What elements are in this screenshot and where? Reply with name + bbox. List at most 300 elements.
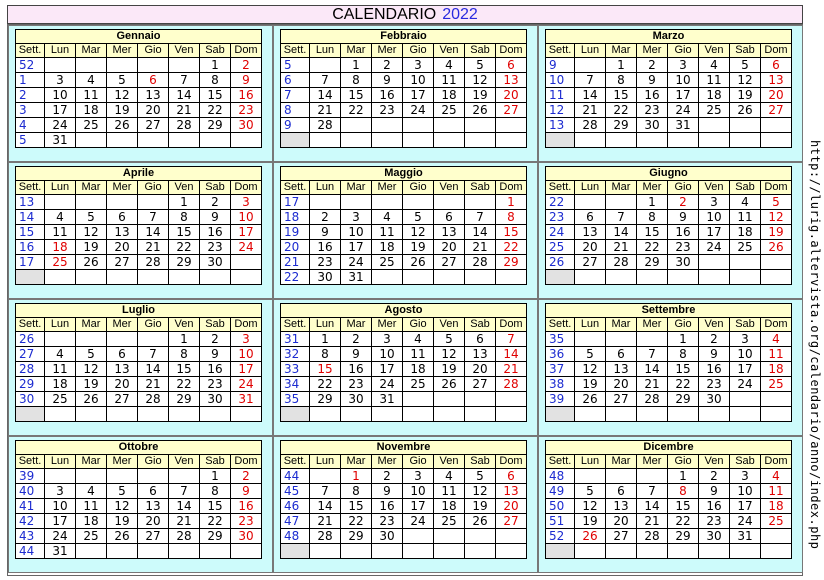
day-cell: 26 bbox=[761, 240, 792, 255]
day-cell: 9 bbox=[231, 484, 262, 499]
week-row bbox=[546, 73, 792, 88]
day-cell: 28 bbox=[637, 392, 668, 407]
week-number: 5 bbox=[281, 58, 310, 73]
week-number: 29 bbox=[16, 377, 45, 392]
week-row bbox=[281, 392, 527, 407]
day-cell bbox=[465, 529, 496, 544]
day-cell bbox=[45, 332, 76, 347]
week-number: 13 bbox=[546, 118, 575, 133]
day-cell: 30 bbox=[231, 529, 262, 544]
day-cell: 12 bbox=[76, 362, 107, 377]
week-number: 34 bbox=[281, 377, 310, 392]
weekday-header: Sett. bbox=[546, 318, 575, 332]
day-cell: 8 bbox=[668, 484, 699, 499]
day-cell: 6 bbox=[434, 210, 465, 225]
weekday-header: Lun bbox=[575, 318, 606, 332]
week-number: 24 bbox=[546, 225, 575, 240]
day-cell bbox=[76, 195, 107, 210]
day-cell bbox=[138, 469, 169, 484]
day-cell: 19 bbox=[730, 88, 761, 103]
day-cell bbox=[372, 118, 403, 133]
week-number: 44 bbox=[16, 544, 45, 559]
month-table bbox=[15, 303, 262, 422]
day-cell bbox=[434, 407, 465, 422]
day-cell bbox=[699, 255, 730, 270]
calendar-grid bbox=[7, 24, 803, 576]
day-cell: 1 bbox=[637, 195, 668, 210]
day-cell: 10 bbox=[231, 210, 262, 225]
week-row bbox=[281, 270, 527, 285]
source-url: http://lurig.altervista.org/calendario/anno/index.php bbox=[808, 140, 822, 550]
day-cell bbox=[169, 133, 200, 148]
day-cell: 25 bbox=[372, 255, 403, 270]
day-cell bbox=[606, 133, 637, 148]
weekday-header: Ven bbox=[434, 318, 465, 332]
month-name: Febbraio bbox=[281, 30, 527, 44]
day-cell: 11 bbox=[76, 499, 107, 514]
day-cell: 10 bbox=[45, 88, 76, 103]
day-cell: 8 bbox=[200, 73, 231, 88]
day-cell: 30 bbox=[699, 392, 730, 407]
week-row bbox=[546, 270, 792, 285]
day-cell: 20 bbox=[496, 88, 527, 103]
day-cell bbox=[372, 544, 403, 559]
day-cell: 14 bbox=[637, 362, 668, 377]
day-cell: 6 bbox=[138, 484, 169, 499]
day-cell: 21 bbox=[496, 362, 527, 377]
month-name: Novembre bbox=[281, 441, 527, 455]
day-cell bbox=[310, 58, 341, 73]
day-cell bbox=[403, 529, 434, 544]
day-cell: 17 bbox=[231, 362, 262, 377]
day-cell: 16 bbox=[699, 499, 730, 514]
day-cell: 7 bbox=[606, 210, 637, 225]
week-row bbox=[546, 362, 792, 377]
weekday-header: Sab bbox=[465, 455, 496, 469]
day-cell: 1 bbox=[341, 58, 372, 73]
day-cell bbox=[231, 407, 262, 422]
day-cell: 5 bbox=[76, 210, 107, 225]
day-cell: 11 bbox=[434, 73, 465, 88]
weekday-header: Mer bbox=[637, 181, 668, 195]
month-block bbox=[8, 436, 273, 573]
day-cell: 24 bbox=[231, 240, 262, 255]
day-cell: 27 bbox=[606, 392, 637, 407]
month-table bbox=[280, 29, 527, 148]
day-cell bbox=[169, 58, 200, 73]
day-cell: 21 bbox=[138, 240, 169, 255]
day-cell: 9 bbox=[668, 210, 699, 225]
month-block bbox=[8, 299, 273, 436]
weekday-header: Sab bbox=[465, 181, 496, 195]
day-cell: 18 bbox=[761, 362, 792, 377]
week-row bbox=[16, 225, 262, 240]
day-cell: 21 bbox=[637, 377, 668, 392]
weekday-header: Dom bbox=[231, 318, 262, 332]
week-row bbox=[546, 88, 792, 103]
day-cell bbox=[403, 544, 434, 559]
week-number: 22 bbox=[546, 195, 575, 210]
day-cell: 8 bbox=[496, 210, 527, 225]
week-row bbox=[16, 210, 262, 225]
day-cell: 12 bbox=[465, 73, 496, 88]
weekday-header: Mer bbox=[107, 318, 138, 332]
weekday-header: Dom bbox=[231, 44, 262, 58]
week-number: 51 bbox=[546, 514, 575, 529]
day-cell: 10 bbox=[403, 484, 434, 499]
day-cell: 27 bbox=[107, 392, 138, 407]
day-cell: 30 bbox=[231, 118, 262, 133]
day-cell: 18 bbox=[45, 377, 76, 392]
day-cell: 1 bbox=[606, 58, 637, 73]
day-cell bbox=[668, 544, 699, 559]
day-cell: 21 bbox=[575, 103, 606, 118]
week-number: 17 bbox=[16, 255, 45, 270]
weekday-header: Mer bbox=[372, 455, 403, 469]
day-cell bbox=[668, 270, 699, 285]
weekday-header: Sab bbox=[200, 181, 231, 195]
week-number: 33 bbox=[281, 362, 310, 377]
week-row bbox=[16, 332, 262, 347]
day-cell: 7 bbox=[138, 347, 169, 362]
week-number: 14 bbox=[16, 210, 45, 225]
week-row bbox=[16, 514, 262, 529]
weekday-header: Gio bbox=[138, 181, 169, 195]
day-cell: 11 bbox=[761, 347, 792, 362]
month-table bbox=[280, 166, 527, 285]
day-cell: 29 bbox=[341, 529, 372, 544]
week-number: 52 bbox=[546, 529, 575, 544]
day-cell: 15 bbox=[341, 499, 372, 514]
day-cell bbox=[372, 133, 403, 148]
day-cell: 13 bbox=[496, 484, 527, 499]
week-row bbox=[16, 255, 262, 270]
weekday-header: Gio bbox=[668, 181, 699, 195]
week-number: 48 bbox=[281, 529, 310, 544]
weekday-header: Mer bbox=[107, 455, 138, 469]
week-number: 45 bbox=[281, 484, 310, 499]
calendar-title bbox=[7, 5, 803, 24]
day-cell bbox=[107, 58, 138, 73]
day-cell bbox=[575, 469, 606, 484]
month-name: Giugno bbox=[546, 167, 792, 181]
day-cell: 1 bbox=[200, 58, 231, 73]
day-cell: 21 bbox=[310, 103, 341, 118]
day-cell: 22 bbox=[606, 103, 637, 118]
day-cell bbox=[372, 195, 403, 210]
weekday-header: Dom bbox=[761, 44, 792, 58]
day-cell: 1 bbox=[200, 469, 231, 484]
day-cell bbox=[575, 195, 606, 210]
day-cell: 26 bbox=[107, 529, 138, 544]
day-cell: 22 bbox=[200, 103, 231, 118]
week-row bbox=[281, 362, 527, 377]
day-cell bbox=[76, 58, 107, 73]
day-cell: 30 bbox=[668, 255, 699, 270]
day-cell: 4 bbox=[76, 484, 107, 499]
day-cell: 3 bbox=[341, 210, 372, 225]
day-cell: 6 bbox=[107, 347, 138, 362]
month-name: Maggio bbox=[281, 167, 527, 181]
day-cell bbox=[341, 195, 372, 210]
day-cell: 26 bbox=[76, 392, 107, 407]
weekday-header: Dom bbox=[231, 455, 262, 469]
day-cell: 5 bbox=[575, 347, 606, 362]
week-number: 25 bbox=[546, 240, 575, 255]
day-cell bbox=[76, 133, 107, 148]
weekday-header: Mer bbox=[637, 455, 668, 469]
day-cell: 31 bbox=[668, 118, 699, 133]
day-cell: 24 bbox=[730, 377, 761, 392]
day-cell bbox=[45, 270, 76, 285]
day-cell: 17 bbox=[730, 362, 761, 377]
day-cell: 4 bbox=[761, 332, 792, 347]
day-cell bbox=[403, 133, 434, 148]
weekday-header: Sett. bbox=[546, 44, 575, 58]
day-cell: 20 bbox=[606, 377, 637, 392]
day-cell: 28 bbox=[637, 529, 668, 544]
weekday-header: Sett. bbox=[16, 181, 45, 195]
day-cell: 13 bbox=[496, 73, 527, 88]
week-number: 17 bbox=[281, 195, 310, 210]
day-cell: 7 bbox=[310, 73, 341, 88]
day-cell: 22 bbox=[496, 240, 527, 255]
day-cell: 3 bbox=[730, 469, 761, 484]
day-cell: 26 bbox=[465, 514, 496, 529]
day-cell bbox=[200, 407, 231, 422]
week-number: 19 bbox=[281, 225, 310, 240]
day-cell: 14 bbox=[310, 88, 341, 103]
day-cell: 15 bbox=[496, 225, 527, 240]
day-cell: 7 bbox=[575, 73, 606, 88]
day-cell bbox=[637, 133, 668, 148]
week-number: 18 bbox=[281, 210, 310, 225]
day-cell: 1 bbox=[668, 332, 699, 347]
weekday-header: Sett. bbox=[281, 181, 310, 195]
day-cell: 22 bbox=[310, 377, 341, 392]
weekday-header: Lun bbox=[45, 181, 76, 195]
day-cell: 6 bbox=[496, 58, 527, 73]
weekday-header: Mar bbox=[341, 455, 372, 469]
day-cell: 27 bbox=[138, 118, 169, 133]
week-number: 30 bbox=[16, 392, 45, 407]
day-cell: 21 bbox=[169, 514, 200, 529]
day-cell bbox=[231, 133, 262, 148]
day-cell: 15 bbox=[606, 88, 637, 103]
day-cell: 28 bbox=[169, 118, 200, 133]
day-cell bbox=[76, 332, 107, 347]
day-cell bbox=[138, 332, 169, 347]
day-cell: 1 bbox=[341, 469, 372, 484]
day-cell bbox=[496, 407, 527, 422]
day-cell: 6 bbox=[606, 347, 637, 362]
day-cell: 8 bbox=[341, 484, 372, 499]
day-cell: 7 bbox=[496, 332, 527, 347]
day-cell: 13 bbox=[434, 225, 465, 240]
day-cell: 16 bbox=[372, 88, 403, 103]
day-cell: 4 bbox=[45, 210, 76, 225]
day-cell: 11 bbox=[434, 484, 465, 499]
week-number: 5 bbox=[16, 133, 45, 148]
day-cell: 22 bbox=[637, 240, 668, 255]
day-cell bbox=[465, 270, 496, 285]
weekday-header: Lun bbox=[575, 455, 606, 469]
day-cell: 12 bbox=[465, 484, 496, 499]
day-cell: 22 bbox=[668, 514, 699, 529]
day-cell: 20 bbox=[606, 514, 637, 529]
day-cell: 7 bbox=[310, 484, 341, 499]
day-cell bbox=[372, 270, 403, 285]
day-cell: 13 bbox=[575, 225, 606, 240]
day-cell: 5 bbox=[107, 73, 138, 88]
week-row bbox=[16, 118, 262, 133]
day-cell: 16 bbox=[200, 225, 231, 240]
day-cell: 15 bbox=[668, 362, 699, 377]
week-row bbox=[281, 73, 527, 88]
day-cell: 9 bbox=[699, 484, 730, 499]
day-cell: 14 bbox=[138, 225, 169, 240]
day-cell: 23 bbox=[341, 377, 372, 392]
month-block bbox=[8, 25, 273, 162]
week-row bbox=[546, 484, 792, 499]
day-cell bbox=[403, 195, 434, 210]
week-number: 41 bbox=[16, 499, 45, 514]
weekday-header: Sab bbox=[200, 455, 231, 469]
day-cell bbox=[107, 407, 138, 422]
day-cell: 22 bbox=[341, 514, 372, 529]
week-number bbox=[281, 407, 310, 422]
day-cell: 7 bbox=[637, 347, 668, 362]
week-row bbox=[16, 499, 262, 514]
day-cell: 21 bbox=[465, 240, 496, 255]
title-year: 2022 bbox=[442, 6, 478, 23]
day-cell: 20 bbox=[107, 240, 138, 255]
day-cell bbox=[138, 58, 169, 73]
day-cell bbox=[606, 544, 637, 559]
day-cell: 27 bbox=[465, 377, 496, 392]
weekday-header: Dom bbox=[496, 181, 527, 195]
day-cell: 10 bbox=[668, 73, 699, 88]
day-cell: 18 bbox=[699, 88, 730, 103]
day-cell: 8 bbox=[169, 210, 200, 225]
month-table bbox=[545, 303, 792, 422]
month-table bbox=[15, 29, 262, 148]
day-cell: 9 bbox=[372, 73, 403, 88]
weekday-header: Lun bbox=[45, 318, 76, 332]
day-cell: 26 bbox=[465, 103, 496, 118]
day-cell bbox=[637, 270, 668, 285]
month-table bbox=[280, 303, 527, 422]
week-row bbox=[281, 529, 527, 544]
day-cell: 17 bbox=[403, 499, 434, 514]
week-number bbox=[546, 270, 575, 285]
day-cell: 30 bbox=[310, 270, 341, 285]
week-row bbox=[16, 195, 262, 210]
week-row bbox=[281, 484, 527, 499]
day-cell bbox=[606, 332, 637, 347]
day-cell: 17 bbox=[231, 225, 262, 240]
weekday-header: Gio bbox=[138, 318, 169, 332]
week-row bbox=[281, 88, 527, 103]
day-cell bbox=[107, 544, 138, 559]
day-cell: 31 bbox=[45, 544, 76, 559]
day-cell bbox=[575, 407, 606, 422]
day-cell: 26 bbox=[107, 118, 138, 133]
day-cell: 14 bbox=[637, 499, 668, 514]
week-number: 27 bbox=[16, 347, 45, 362]
day-cell bbox=[231, 270, 262, 285]
day-cell: 4 bbox=[761, 469, 792, 484]
month-block bbox=[273, 299, 538, 436]
week-row bbox=[546, 392, 792, 407]
day-cell bbox=[341, 407, 372, 422]
day-cell: 24 bbox=[699, 240, 730, 255]
month-block bbox=[538, 25, 803, 162]
weekday-header: Ven bbox=[169, 44, 200, 58]
day-cell bbox=[761, 544, 792, 559]
week-row bbox=[281, 195, 527, 210]
day-cell: 22 bbox=[200, 514, 231, 529]
day-cell bbox=[169, 544, 200, 559]
day-cell: 13 bbox=[107, 362, 138, 377]
day-cell bbox=[403, 407, 434, 422]
week-row bbox=[281, 103, 527, 118]
week-number: 50 bbox=[546, 499, 575, 514]
day-cell: 25 bbox=[45, 392, 76, 407]
day-cell: 7 bbox=[138, 210, 169, 225]
week-number: 46 bbox=[281, 499, 310, 514]
week-row bbox=[16, 240, 262, 255]
day-cell bbox=[310, 544, 341, 559]
day-cell: 4 bbox=[45, 347, 76, 362]
weekday-header: Mar bbox=[76, 318, 107, 332]
day-cell: 23 bbox=[637, 103, 668, 118]
day-cell bbox=[434, 270, 465, 285]
week-row bbox=[281, 407, 527, 422]
day-cell: 19 bbox=[107, 103, 138, 118]
day-cell: 29 bbox=[310, 392, 341, 407]
week-row bbox=[281, 133, 527, 148]
weekday-header: Ven bbox=[434, 181, 465, 195]
day-cell: 5 bbox=[575, 484, 606, 499]
day-cell: 5 bbox=[465, 469, 496, 484]
day-cell bbox=[403, 392, 434, 407]
day-cell: 11 bbox=[45, 225, 76, 240]
day-cell: 2 bbox=[637, 58, 668, 73]
day-cell: 13 bbox=[606, 499, 637, 514]
week-number bbox=[546, 407, 575, 422]
day-cell: 8 bbox=[668, 347, 699, 362]
day-cell: 18 bbox=[45, 240, 76, 255]
day-cell: 19 bbox=[107, 514, 138, 529]
day-cell: 25 bbox=[403, 377, 434, 392]
weekday-header: Dom bbox=[231, 181, 262, 195]
week-row bbox=[546, 514, 792, 529]
day-cell: 12 bbox=[107, 499, 138, 514]
day-cell: 3 bbox=[403, 58, 434, 73]
day-cell: 23 bbox=[699, 377, 730, 392]
week-row bbox=[16, 73, 262, 88]
day-cell: 19 bbox=[465, 88, 496, 103]
day-cell bbox=[138, 195, 169, 210]
week-row bbox=[281, 225, 527, 240]
day-cell bbox=[138, 270, 169, 285]
day-cell bbox=[699, 544, 730, 559]
week-row bbox=[281, 514, 527, 529]
week-number: 48 bbox=[546, 469, 575, 484]
day-cell bbox=[496, 544, 527, 559]
day-cell: 31 bbox=[45, 133, 76, 148]
